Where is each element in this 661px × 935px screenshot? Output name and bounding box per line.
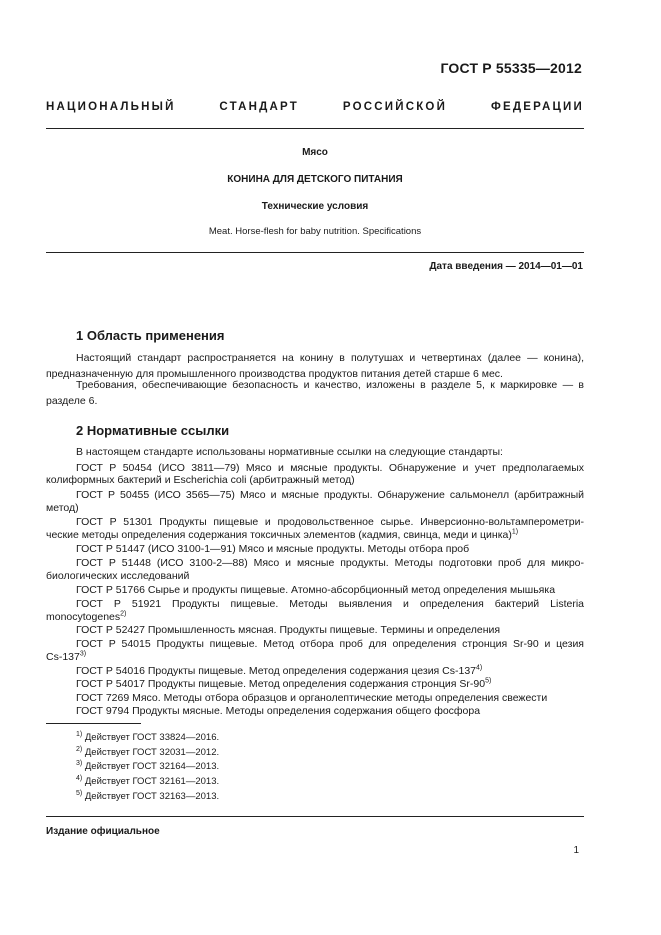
reference-gost-50454: ГОСТ Р 50454 (ИСО 3811—79) Мясо и мясные продукты. Обнаружение и учет предполагаемых <box>76 462 584 474</box>
reference-gost-54017: ГОСТ Р 54017 Продукты пищевые. Метод определения содержания стронция Sr-90$^{5)}$ <box>76 677 492 690</box>
footnote-3: $^{3)}$ Действует ГОСТ 32164—2013. <box>76 759 220 772</box>
title-rule <box>46 252 584 253</box>
reference-gost-7269: ГОСТ 7269 Мясо. Методы отбора образцов и органолептические методы определения свежести <box>76 692 548 704</box>
section-2-intro: В настоящем стандарте использованы нормативные ссылки на следующие стандарты: <box>76 446 503 458</box>
reference-gost-51301: ГОСТ Р 51301 Продукты пищевые и продовольственное сырье. Инверсионно-вольтамперометри- <box>76 516 584 528</box>
footnote-separator <box>46 723 141 724</box>
reference-gost-51921-cont: monocytogenes$^{2)}$ <box>46 610 127 623</box>
footer-rule <box>46 816 584 817</box>
national-standard-banner: НАЦИОНАЛЬНЫЙ СТАНДАРТ РОССИЙСКОЙ ФЕДЕРАЦИИ <box>46 101 584 113</box>
page-number: 1 <box>573 845 579 856</box>
footnote-ref-2: 2) <box>120 610 127 618</box>
reference-gost-51301-cont: ческие методы определения содержания токсичных элементов (кадмия, свинца, меди и цинка)$^{1)}$ <box>46 528 519 541</box>
reference-gost-51447: ГОСТ Р 51447 (ИСО 3100-1—91) Мясо и мясные продукты. Методы отбора проб <box>76 543 470 555</box>
footnote-ref-4: 4) <box>476 664 483 672</box>
document-title-english: Meat. Horse-flesh for baby nutrition. Specifications <box>208 226 422 237</box>
reference-gost-50455-cont: метод) <box>46 502 79 514</box>
reference-gost-50455: ГОСТ Р 50455 (ИСО 3565—75) Мясо и мясные продукты. Обнаружение сальмонелл (арбитражный <box>76 489 584 501</box>
document-subtitle: Технические условия <box>261 201 369 212</box>
reference-gost-51448: ГОСТ Р 51448 (ИСО 3100-2—88) Мясо и мясные продукты. Методы подготовки проб для микро- <box>76 557 584 569</box>
footnote-1: $^{1)}$ Действует ГОСТ 33824—2016. <box>76 730 220 743</box>
gost-number: ГОСТ Р 55335—2012 <box>440 60 582 76</box>
document-category: Мясо <box>302 147 328 158</box>
footnote-5: $^{5)}$ Действует ГОСТ 32163—2013. <box>76 789 220 802</box>
section-2-heading: 2 Нормативные ссылки <box>76 423 230 438</box>
footnote-4: $^{4)}$ Действует ГОСТ 32161—2013. <box>76 774 220 787</box>
reference-gost-52427: ГОСТ Р 52427 Промышленность мясная. Продукты пищевые. Термины и определения <box>76 624 501 636</box>
section-1-heading: 1 Область применения <box>76 328 225 343</box>
official-edition-label: Издание официальное <box>46 826 160 837</box>
reference-gost-9794: ГОСТ 9794 Продукты мясные. Методы определения содержания общего фосфора <box>76 705 481 717</box>
section-1-paragraph-1-cont: предназначенную для промышленного производства продуктов питания детей старше 6 мес. <box>46 368 503 380</box>
top-rule <box>46 128 584 129</box>
document-title: КОНИНА ДЛЯ ДЕТСКОГО ПИТАНИЯ <box>227 174 403 185</box>
reference-gost-51448-cont: биологических исследований <box>46 570 190 582</box>
footnote-ref-3: 3) <box>79 650 87 658</box>
footnote-ref-1: 1) <box>511 528 519 536</box>
section-1-paragraph-2: Требования, обеспечивающие безопасность и качество, изложены в разделе 5, к маркировке — в <box>76 379 584 391</box>
introduction-date: Дата введения — 2014—01—01 <box>429 261 583 272</box>
footnote-2: $^{2)}$ Действует ГОСТ 32031—2012. <box>76 745 220 758</box>
section-1-paragraph-1: Настоящий стандарт распространяется на конину в полутушах и четвертинах (далее — конина), <box>76 352 584 364</box>
section-1-paragraph-2-cont: разделе 6. <box>46 395 98 407</box>
reference-gost-54015-cont: Cs-137$^{3)}$ <box>46 650 87 663</box>
reference-gost-50454-cont: колиформных бактерий и Escherichia coli (арбитражный метод) <box>46 474 355 486</box>
reference-gost-51766: ГОСТ Р 51766 Сырье и продукты пищевые. Атомно-абсорбционный метод определения мышьяка <box>76 584 556 596</box>
reference-gost-54016: ГОСТ Р 54016 Продукты пищевые. Метод определения содержания цезия Cs-137$^{4)}$ <box>76 664 483 677</box>
footnote-ref-5: 5) <box>485 677 492 685</box>
reference-gost-51921: ГОСТ Р 51921 Продукты пищевые. Методы выявления и определения бактерий Listeria <box>76 598 584 610</box>
reference-gost-54015: ГОСТ Р 54015 Продукты пищевые. Метод отбора проб для определения стронция Sr-90 и цезия <box>76 638 584 650</box>
